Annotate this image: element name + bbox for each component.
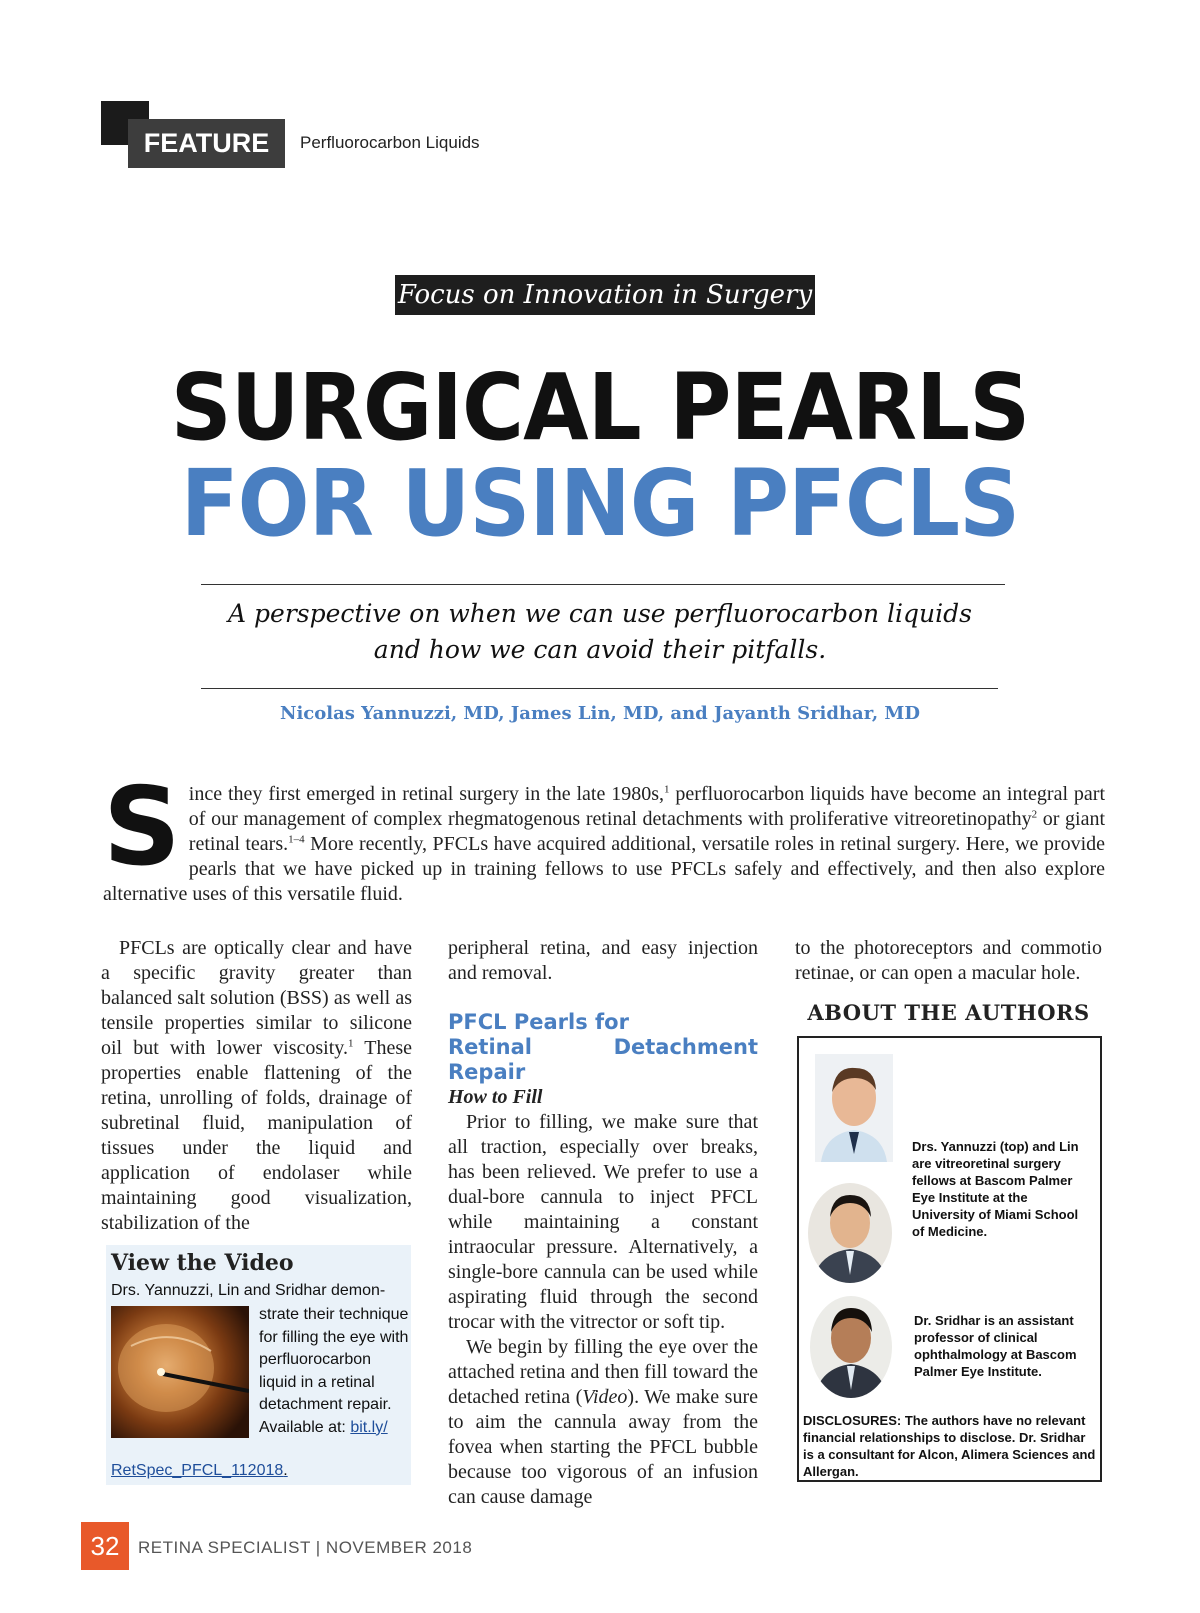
video-reference: Video: [582, 1386, 628, 1408]
video-thumbnail[interactable]: [111, 1306, 249, 1438]
footnote-ref: 1: [348, 1037, 354, 1050]
video-link-end: .: [283, 1462, 288, 1479]
video-desc-text: strate their technique for filling the eye with perfluorocarbon liquid in a retinal detachment repair. Available at:: [259, 1306, 409, 1436]
intro-paragraph: [103, 765, 1106, 907]
author-photo-sridhar: [810, 1296, 892, 1398]
publication-footer: RETINA SPECIALIST | NOVEMBER 2018: [138, 1538, 473, 1557]
video-sidebar-title: View the Video: [111, 1250, 294, 1276]
author-caption-sridhar: Dr. Sridhar is an assistant professor of clinical ophthalmology at Bascom Palmer Eye Institute.: [914, 1313, 1077, 1379]
column-2: [448, 936, 758, 1510]
subhead-line-2: Retinal Detachment Repair: [448, 1035, 758, 1084]
deck-line-1: A perspective on when we can use perfluorocarbon liquids: [228, 599, 972, 628]
body-paragraph: Prior to filling, we make sure that all traction, especially over breaks, has been relieved. We prefer to use a dual-bore cannula to inject PFCL while maintaining a constant intraocular pressure. Alternatively, a single-bore cannula can be used while aspirating fluid through the second trocar with the vitrector or soft tip.: [448, 1111, 758, 1333]
footnote-ref: 1–4: [288, 833, 305, 846]
disclosures: DISCLOSURES: The authors have no relevant financial relationships to disclose. Dr. Sridhar is a consultant for Alcon, Alimera Sciences and Allergan.: [803, 1413, 1096, 1479]
surgical-video-still-icon: [111, 1306, 249, 1438]
author-photo-lin: [808, 1183, 892, 1283]
video-link-part-2[interactable]: RetSpec_PFCL_112018: [111, 1462, 284, 1479]
col1-text-1: PFCLs are optically clear and have a specific gravity greater than balanced salt solution (BSS) as well as tensile properties similar to silicone oil but with lower viscosity.: [101, 937, 412, 1059]
video-link[interactable]: [111, 1462, 288, 1480]
deck-rule-bottom: [201, 688, 998, 689]
intro-text-1: ince they first emerged in retinal surgery in the late 1980s,: [188, 783, 665, 805]
about-authors-title: ABOUT THE AUTHORS: [807, 1000, 1090, 1025]
intro-text-3: or giant retinal tears.: [188, 808, 1106, 855]
video-link-part-1[interactable]: bit.ly/: [350, 1418, 388, 1436]
column-1: [101, 936, 412, 1236]
body-paragraph: [448, 1335, 758, 1510]
section-label: Perfluorocarbon Liquids: [300, 133, 480, 152]
section-tab: FEATURE: [128, 119, 285, 168]
body-paragraph: to the photoreceptors and commotio retinae, or can open a macular hole.: [795, 937, 1102, 984]
col2-text-b: ). We make sure to aim the cannula away from the fovea when starting the PFCL bubble because too vigorous of an infusion can cause damage: [448, 1386, 758, 1508]
kicker-label: Focus on Innovation in Surgery: [395, 275, 815, 315]
portrait-icon: [815, 1054, 893, 1162]
drop-cap: S: [103, 765, 181, 890]
author-caption-fellows: Drs. Yannuzzi (top) and Lin are vitreoretinal surgery fellows at Bascom Palmer Eye Institute at the University of Miami School of Medicine.: [912, 1139, 1079, 1239]
subhead: [448, 1010, 758, 1085]
author-photo-yannuzzi: [815, 1054, 893, 1162]
deck-rule-top: [201, 584, 1005, 585]
video-description: [259, 1304, 409, 1439]
portrait-icon: [810, 1296, 892, 1398]
byline: Nicolas Yannuzzi, MD, James Lin, MD, and Jayanth Sridhar, MD: [280, 703, 920, 724]
footnote-ref: 1: [664, 783, 670, 796]
deck-line-2: and how we can avoid their pitfalls.: [373, 635, 827, 664]
intro-text-4: More recently, PFCLs have acquired additional, versatile roles in retinal surgery. Here, we provide pearls that we have picked up in training fellows to use PFCLs safely and effectively, and then also explore alternative uses of this versatile fluid.: [103, 833, 1106, 905]
body-paragraph: peripheral retina, and easy injection and removal.: [448, 937, 758, 984]
intro-text-2: perfluorocarbon liquids have become an integral part of our management of complex rhegmatogenous retinal detachments with proliferative vitreoretinopathy: [188, 783, 1105, 830]
subsubhead: How to Fill: [448, 1086, 543, 1108]
video-intro-text: Drs. Yannuzzi, Lin and Sridhar demon-: [111, 1282, 386, 1299]
footnote-ref: 2: [1031, 808, 1038, 821]
body-paragraph: [101, 936, 412, 1236]
subhead-line-1: PFCL Pearls for: [448, 1010, 629, 1034]
portrait-icon: [808, 1183, 892, 1283]
article-title-line-2: FOR USING PFCLS: [180, 450, 1020, 557]
article-title-line-1: SURGICAL PEARLS: [170, 354, 1030, 461]
deck: [150, 596, 1050, 668]
page-number: 32: [81, 1522, 129, 1570]
column-3: [795, 936, 1102, 986]
col2-text-a: We begin by filling the eye over the attached retina and then fill toward the detached retina (: [448, 1336, 758, 1408]
col1-text-2: These properties enable flattening of the retina, unrolling of folds, drainage of subretinal fluid, manipulation of tissues under the liquid and application of endolaser while maintaining good visualization, stabilization of the: [101, 1037, 412, 1234]
